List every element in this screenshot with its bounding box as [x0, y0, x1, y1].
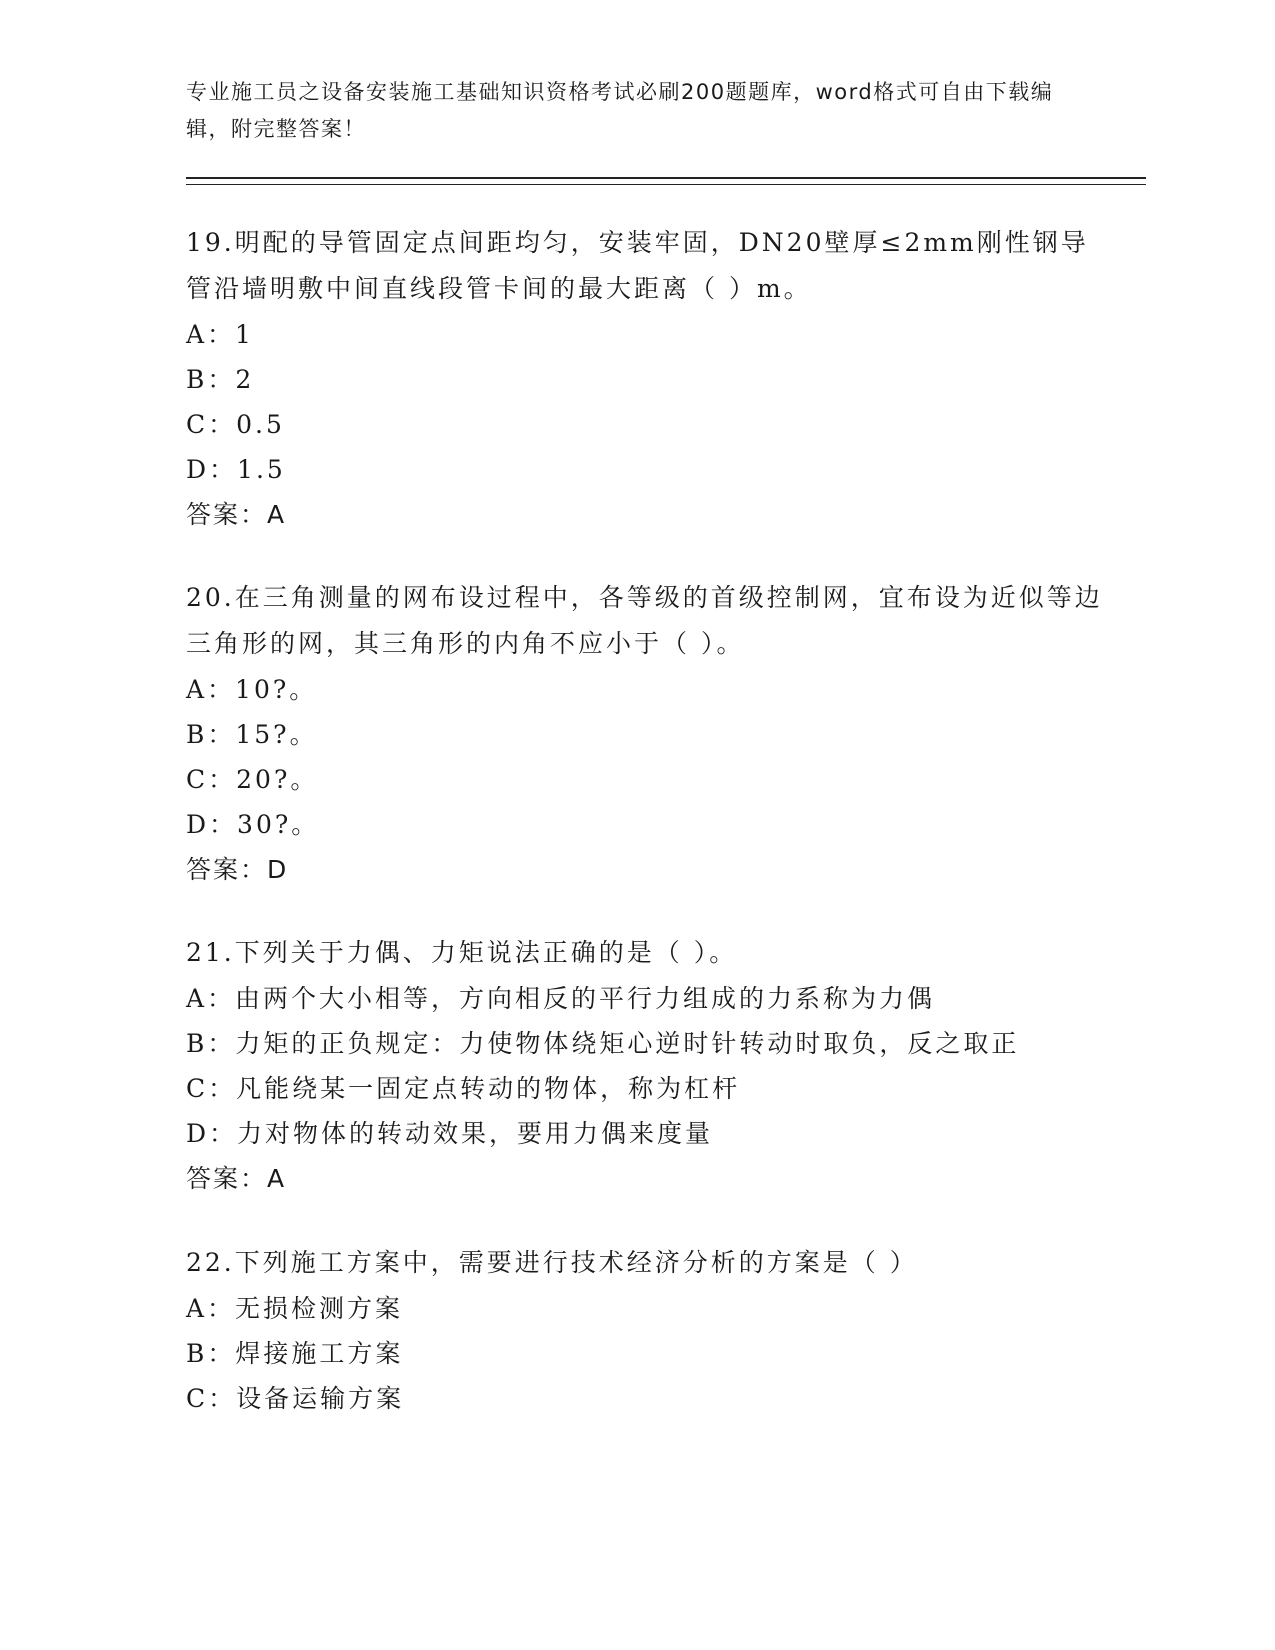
document-header: 专业施工员之设备安装施工基础知识资格考试必刷200题题库，word格式可自由下载编辑，附完整答案！ [186, 80, 1054, 141]
question-20 [186, 575, 1106, 892]
option-a: A：1 [186, 320, 254, 349]
option-d: D：力对物体的转动效果，要用力偶来度量 [186, 1119, 714, 1148]
option-b: B：2 [186, 365, 255, 394]
option-c: C：设备运输方案 [186, 1384, 405, 1413]
question-stem: 21.下列关于力偶、力矩说法正确的是（ ）。 [186, 938, 738, 967]
option-c: C：凡能绕某一固定点转动的物体，称为杠杆 [186, 1074, 741, 1103]
question-22 [186, 1240, 1106, 1421]
question-21 [186, 930, 1106, 1201]
option-b: B：力矩的正负规定：力使物体绕矩心逆时针转动时取负，反之取正 [186, 1029, 1020, 1058]
option-b: B：焊接施工方案 [186, 1339, 404, 1368]
option-d: D：1.5 [186, 455, 286, 484]
question-stem: 19.明配的导管固定点间距均匀，安装牢固，DN20壁厚≤2mm刚性钢导管沿墙明敷中间直线段管卡间的最大距离（ ）m。 [186, 228, 1089, 303]
option-a: A：无损检测方案 [186, 1294, 404, 1323]
answer-label: 答案：A [186, 500, 287, 529]
option-d: D：30?。 [186, 810, 320, 839]
header-divider [186, 177, 1146, 185]
question-stem: 20.在三角测量的网布设过程中，各等级的首级控制网，宜布设为近似等边三角形的网，其三角形的内角不应小于（ ）。 [186, 583, 1103, 658]
option-a: A：由两个大小相等，方向相反的平行力组成的力系称为力偶 [186, 984, 936, 1013]
option-a: A：10?。 [186, 675, 318, 704]
option-b: B：15?。 [186, 720, 318, 749]
question-stem: 22.下列施工方案中，需要进行技术经济分析的方案是（ ） [186, 1248, 918, 1277]
question-19 [186, 220, 1106, 537]
option-c: C：20?。 [186, 765, 319, 794]
answer-label: 答案：D [186, 855, 289, 884]
answer-label: 答案：A [186, 1164, 287, 1193]
option-c: C：0.5 [186, 410, 285, 439]
